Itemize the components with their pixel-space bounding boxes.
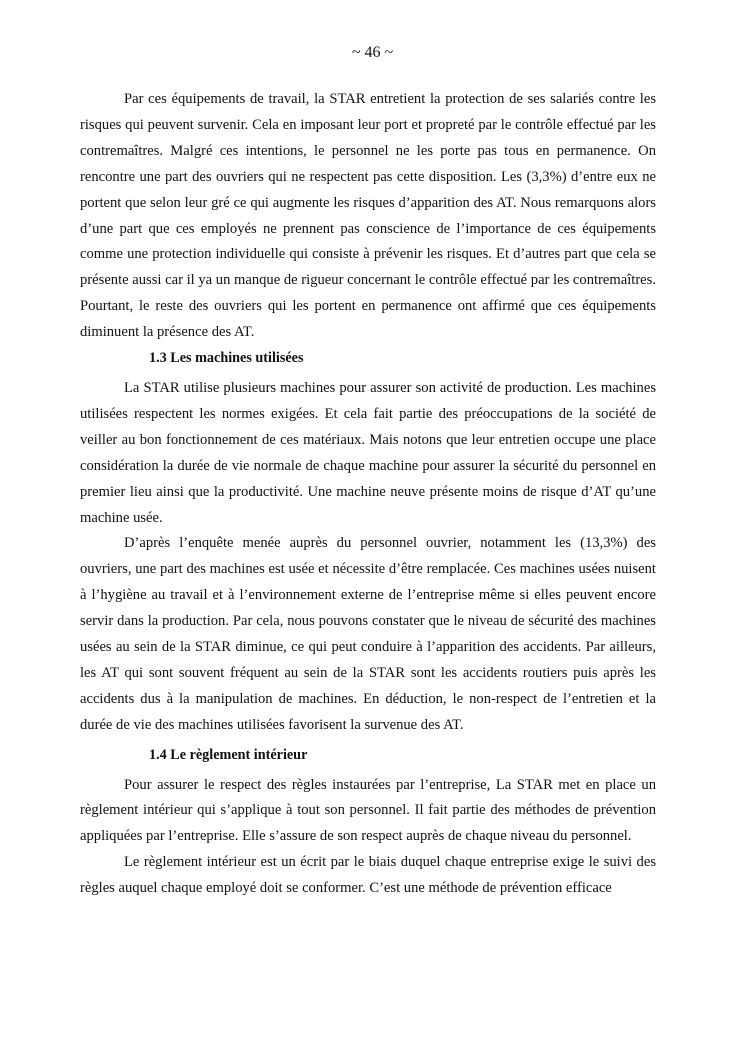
paragraph-machines-usage: La STAR utilise plusieurs machines pour assurer son activité de production. Les machines utilisées respectent les normes exigées. Et cela fait partie des préoccupations de la société de veiller au bon fonctionnement de ces matériaux. Mais notons que leur entretien occupe une place considération la durée de vie normale de chaque machine pour assurer la sécurité du personnel en premier lieu ainsi que la productivité. Une machine neuve présente moins de risque d’AT qu’une machine usée. <box>80 379 656 526</box>
section-heading-machines: 1.3 Les machines utilisées <box>149 350 304 367</box>
paragraph-reglement-intro: Pour assurer le respect des règles instaurées par l’entreprise, La STAR met en place un règlement intérieur qui s’applique à tout son personnel. Il fait partie des méthodes de prévention appliquées par l’entreprise. Elle s’assure de son respect auprès de chaque niveau du personnel. <box>80 776 656 845</box>
paragraph-equipment-protection: Par ces équipements de travail, la STAR entretient la protection de ses salariés contre les risques qui peuvent survenir. Cela en imposant leur port et propreté par le contrôle effectué par les contremaîtres. Malgré ces intentions, le personnel ne les porte pas tous en permanence. On rencontre une part des ouvriers qui ne respectent pas cette disposition. Les (3,3%) d’entre eux ne portent que selon leur gré ce qui augmente les risques d’apparition des AT. Nous remarquons alors d’une part que ces employés ne prennent pas conscience de l’importance de ces équipements comme une protection individuelle qui consiste à prévenir les risques. Et d’autres part que cela se présente aussi car il ya un manque de rigueur concernant le contrôle effectué par les contremaîtres. Pourtant, le reste des ouvriers qui les portent en permanence ont affirmé que ces équipements diminuent la présence des AT. <box>80 91 656 341</box>
paragraph-machines-survey: D’après l’enquête menée auprès du personnel ouvrier, notamment les (13,3%) des ouvriers, une part des machines est usée et nécessite d’être remplacée. Ces machines usées nuisent à l’hygiène au travail et à l’environnement externe de l’entreprise même si elles peuvent encore servir dans la production. Par cela, nous pouvons constater que le niveau de sécurité des machines usées au sein de la STAR diminue, ce qui peut conduire à l’apparition des accidents. Par ailleurs, les AT qui sont souvent fréquent au sein de la STAR sont les accidents routiers puis après les accidents dus à la manipulation de machines. En déduction, le non-respect de l’entretien et la durée de vie des machines utilisées favorisent la survenue des AT. <box>80 535 656 733</box>
page-number: ~ 46 ~ <box>351 44 394 61</box>
paragraph-reglement-definition: Le règlement intérieur est un écrit par le biais duquel chaque entreprise exige le suivi des règles auquel chaque employé doit se conformer. C’est une méthode de prévention efficace <box>80 854 656 897</box>
section-heading-reglement: 1.4 Le règlement intérieur <box>149 746 308 763</box>
document-body <box>80 87 656 902</box>
